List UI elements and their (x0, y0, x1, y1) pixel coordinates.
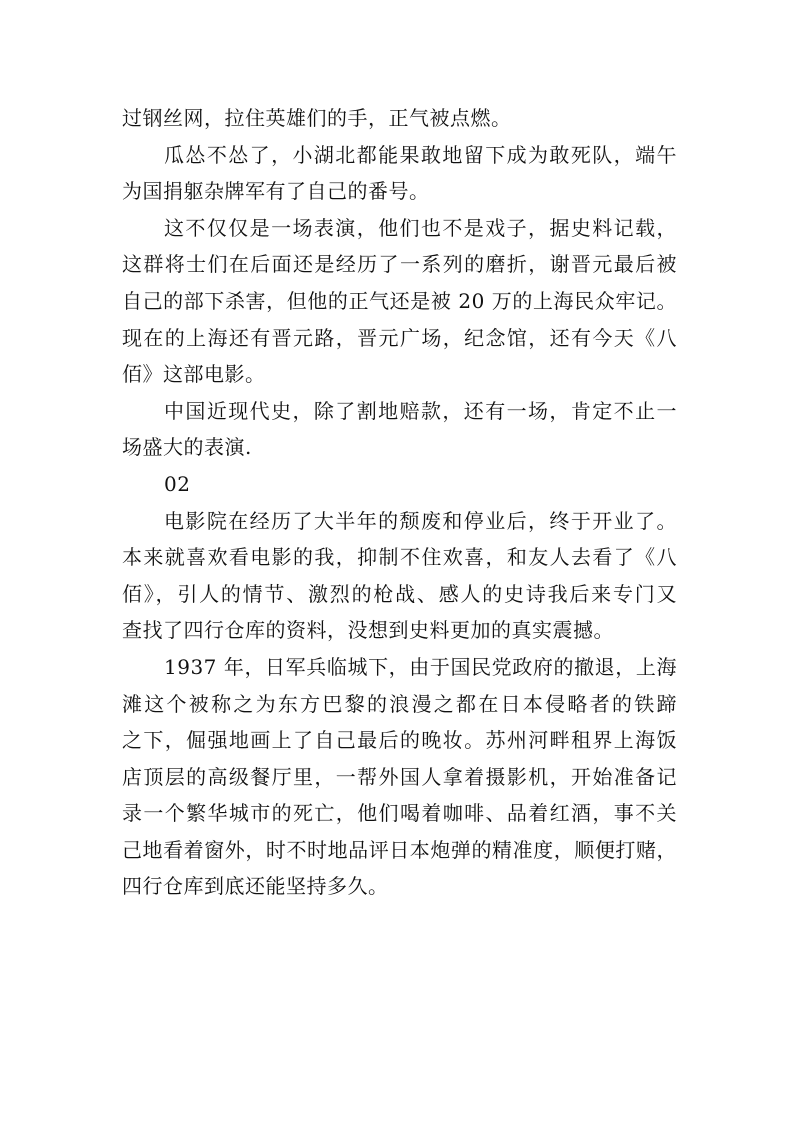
text-line: 1937 年，日军兵临城下，由于国民党政府的撤退，上海 (164, 654, 677, 679)
text-line: 场盛大的表演. (122, 435, 252, 460)
text-line: 现在的上海还有晋元路，晋元广场，纪念馆，还有今天《八 (122, 325, 677, 350)
text-line: 中国近现代史，除了割地赔款，还有一场，肯定不止一 (164, 398, 677, 423)
text-line: 滩这个被称之为东方巴黎的浪漫之都在日本侵略者的铁蹄 (122, 691, 677, 716)
text-line: 过钢丝网，拉住英雄们的手，正气被点燃。 (122, 106, 512, 130)
text-line: 自己的部下杀害，但他的正气还是被 20 万的上海民众牢记。 (122, 288, 677, 313)
text-line: 佰》，引人的情节、激烈的枪战、感人的史诗我后来专门又 (122, 581, 677, 606)
text-line: 这不仅仅是一场表演，他们也不是戏子，据史料记载， (164, 215, 677, 240)
text-line: 四行仓库到底还能坚持多久。 (122, 874, 389, 899)
text-line: 本来就喜欢看电影的我，抑制不住欢喜，和友人去看了《八 (122, 545, 677, 570)
text-line: 瓜怂不怂了，小湖北都能果敢地留下成为敢死队，端午 (164, 142, 677, 167)
body-text (122, 100, 677, 905)
text-line: 这群将士们在后面还是经历了一系列的磨折，谢晋元最后被 (122, 252, 677, 277)
text-line: 为国捐躯杂牌军有了自己的番号。 (122, 179, 430, 204)
section-number: 02 (164, 471, 191, 496)
text-line: 电影院在经历了大半年的颓废和停业后，终于开业了。 (164, 508, 677, 533)
text-line: 己地看着窗外，时不时地品评日本炮弹的精准度，顺便打赌， (122, 837, 677, 862)
text-line: 店顶层的高级餐厅里，一帮外国人拿着摄影机，开始准备记 (122, 764, 677, 789)
text-line: 录一个繁华城市的死亡，他们喝着咖啡、品着红酒，事不关 (122, 801, 677, 826)
text-line: 佰》这部电影。 (122, 362, 266, 387)
text-line: 之下，倔强地画上了自己最后的晚妆。苏州河畔租界上海饭 (122, 728, 677, 753)
text-line: 查找了四行仓库的资料，没想到史料更加的真实震撼。 (122, 618, 614, 643)
